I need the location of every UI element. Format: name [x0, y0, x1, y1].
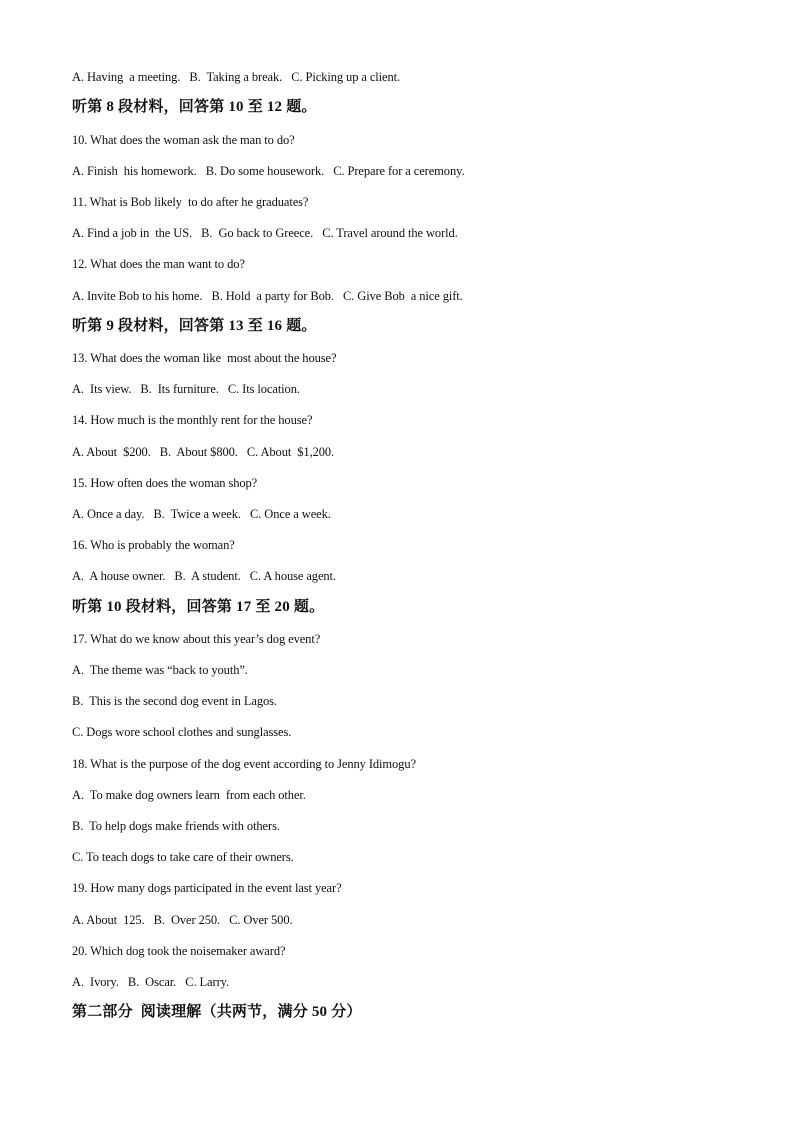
question-14: 14. How much is the monthly rent for the house? — [72, 413, 313, 427]
answer-options-q11: A. Find a job in the US. B. Go back to Greece. C. Travel around the world. — [72, 226, 458, 240]
answer-options-q13: A. Its view. B. Its furniture. C. Its location. — [72, 382, 300, 396]
question-13: 13. What does the woman like most about the house? — [72, 351, 337, 365]
answer-options-q15: A. Once a day. B. Twice a week. C. Once a week. — [72, 507, 331, 521]
part-two-heading: 第二部分 阅读理解（共两节，满分 50 分） — [72, 1004, 362, 1020]
question-18: 18. What is the purpose of the dog event according to Jenny Idimogu? — [72, 757, 416, 771]
answer-options-q19: A. About 125. B. Over 250. C. Over 500. — [72, 913, 293, 927]
question-17: 17. What do we know about this year’s dog event? — [72, 632, 321, 646]
answer-option-18b: B. To help dogs make friends with others. — [72, 819, 280, 833]
question-11: 11. What is Bob likely to do after he graduates? — [72, 195, 309, 209]
answer-options-q12: A. Invite Bob to his home. B. Hold a party for Bob. C. Give Bob a nice gift. — [72, 289, 463, 303]
answer-option-18a: A. To make dog owners learn from each other. — [72, 788, 306, 802]
answer-option-18c: C. To teach dogs to take care of their owners. — [72, 850, 294, 864]
answer-options-q20: A. Ivory. B. Oscar. C. Larry. — [72, 975, 229, 989]
section-heading-material-9: 听第 9 段材料，回答第 13 至 16 题。 — [72, 318, 317, 334]
answer-option-17b: B. This is the second dog event in Lagos. — [72, 694, 277, 708]
answer-option-17c: C. Dogs wore school clothes and sunglasses. — [72, 725, 292, 739]
answer-option-17a: A. The theme was “back to youth”. — [72, 663, 248, 677]
question-12: 12. What does the man want to do? — [72, 257, 245, 271]
answer-options-q16: A. A house owner. B. A student. C. A house agent. — [72, 569, 336, 583]
question-10: 10. What does the woman ask the man to do? — [72, 133, 295, 147]
answer-options-q10: A. Finish his homework. B. Do some housework. C. Prepare for a ceremony. — [72, 164, 465, 178]
question-20: 20. Which dog took the noisemaker award? — [72, 944, 286, 958]
question-16: 16. Who is probably the woman? — [72, 538, 235, 552]
section-heading-material-10: 听第 10 段材料，回答第 17 至 20 题。 — [72, 599, 325, 615]
question-19: 19. How many dogs participated in the event last year? — [72, 881, 342, 895]
answer-options-q9: A. Having a meeting. B. Taking a break. C. Picking up a client. — [72, 70, 401, 84]
answer-options-q14: A. About $200. B. About $800. C. About $1,200. — [72, 445, 335, 459]
question-15: 15. How often does the woman shop? — [72, 476, 258, 490]
section-heading-material-8: 听第 8 段材料，回答第 10 至 12 题。 — [72, 99, 317, 115]
